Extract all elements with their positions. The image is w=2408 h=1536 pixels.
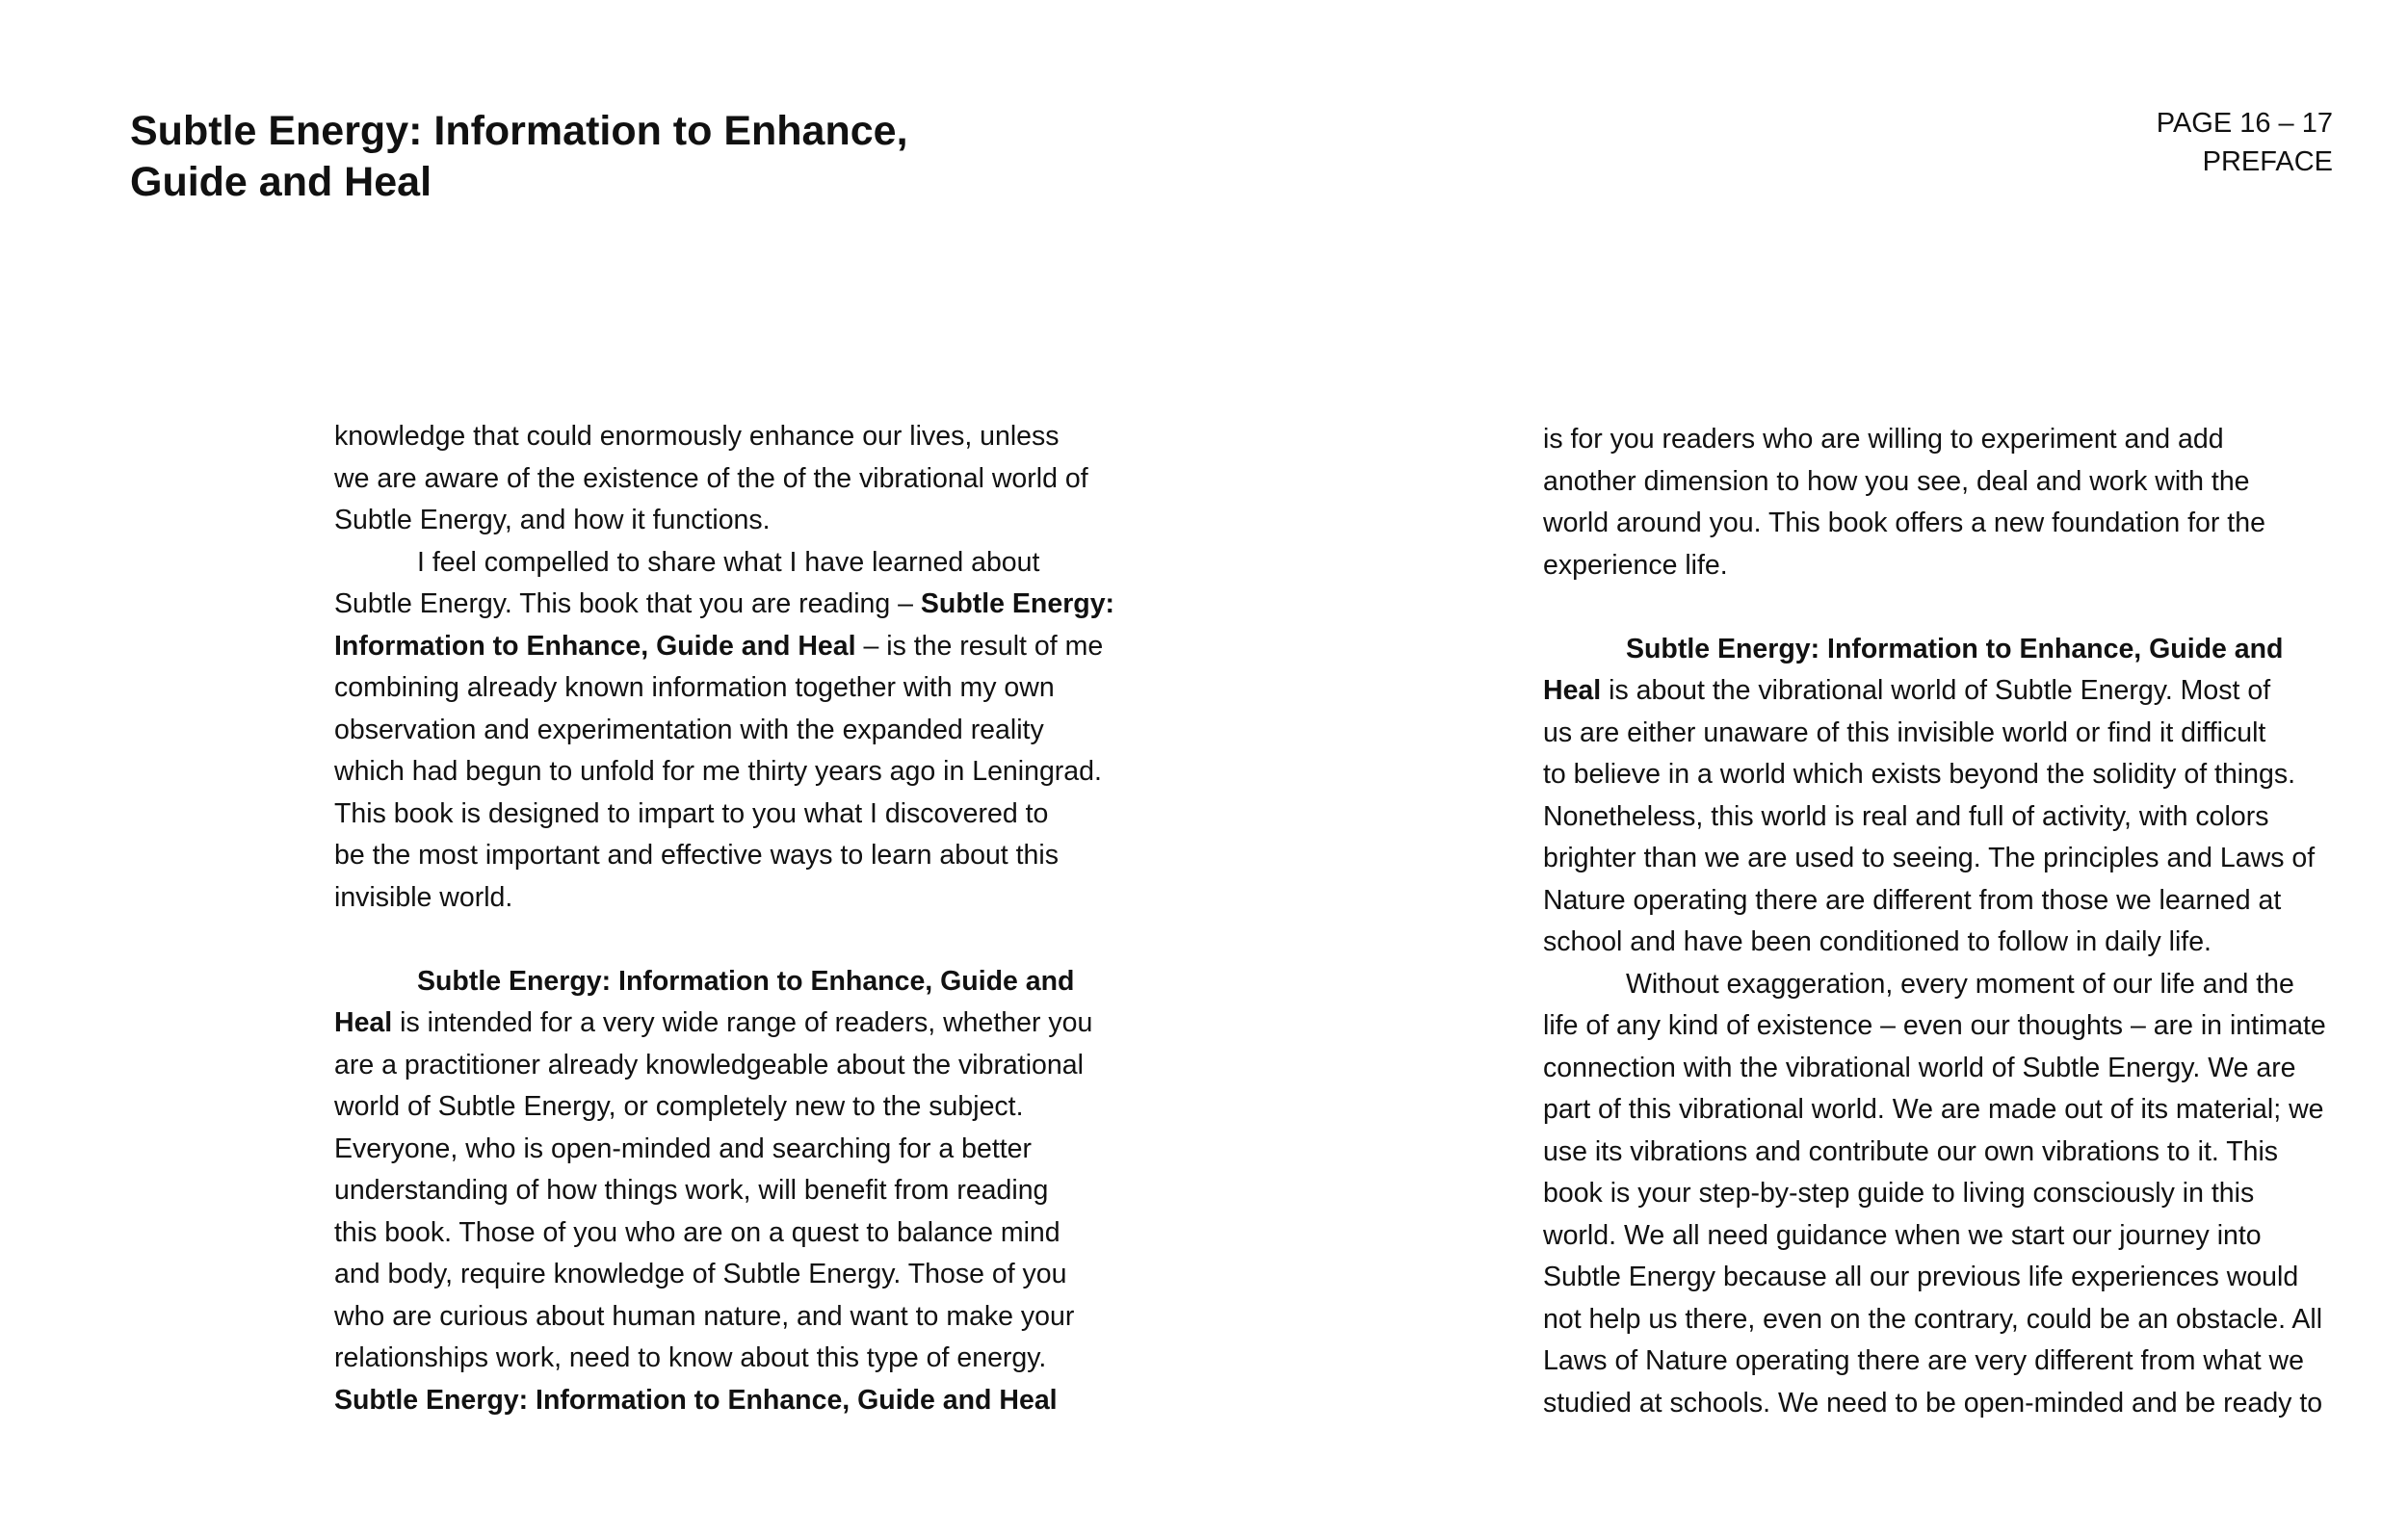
- page-info: [2157, 104, 2333, 181]
- text-line: [334, 1380, 1114, 1422]
- text-line: Nonetheless, this world is real and full of activity, with colors: [1543, 800, 2269, 832]
- text-line: world of Subtle Energy, or completely new to the subject.: [334, 1091, 1024, 1122]
- book-title-reference: Subtle Energy: Information to Enhance, Guide and: [1626, 633, 2284, 664]
- text-line: world around you. This book offers a new foundation for the: [1543, 508, 2265, 538]
- text-run: – is the result of me: [855, 630, 1104, 662]
- text-line: Without exaggeration, every moment of our life and the: [1626, 968, 2294, 1000]
- text-line: connection with the vibrational world of Subtle Energy. We are: [1543, 1052, 2296, 1083]
- book-title-reference: Heal: [334, 1007, 393, 1038]
- text-line: and body, require knowledge of Subtle Energy. Those of you: [334, 1259, 1067, 1289]
- title-line-2: Guide and Heal: [130, 159, 432, 205]
- text-line: another dimension to how you see, deal and work with the: [1543, 465, 2250, 497]
- text-line: brighter than we are used to seeing. The principles and Laws of: [1543, 843, 2316, 873]
- text-line: observation and experimentation with the expanded reality: [334, 714, 1044, 745]
- text-line: I feel compelled to share what I have learned about: [417, 546, 1040, 578]
- text-line: [1543, 629, 2326, 671]
- text-line: life of any kind of existence – even our thoughts – are in intimate: [1543, 1010, 2326, 1041]
- text-line: [1543, 670, 2326, 713]
- text-line: part of this vibrational world. We are made out of its material; we: [1543, 1094, 2324, 1125]
- book-title-reference: Subtle Energy: Information to Enhance, Guide and: [417, 965, 1075, 997]
- title-line-1: Subtle Energy: Information to Enhance,: [130, 108, 908, 154]
- text-line: to believe in a world which exists beyond the solidity of things.: [1543, 759, 2296, 790]
- book-title: [130, 106, 997, 208]
- paragraph-gap: [1543, 586, 2326, 629]
- text-run: Subtle Energy. This book that you are reading –: [334, 588, 921, 619]
- text-line: Everyone, who is open-minded and searching for a better: [334, 1132, 1033, 1164]
- book-title-reference: Subtle Energy:: [920, 588, 1115, 619]
- text-line: [334, 961, 1114, 1003]
- text-run: is intended for a very wide range of readers, whether you: [392, 1007, 1093, 1038]
- text-line: us are either unaware of this invisible world or find it difficult: [1543, 716, 2266, 748]
- text-line: we are aware of the existence of the of the vibrational world of: [334, 462, 1088, 494]
- text-line: experience life.: [1543, 549, 1728, 581]
- text-line: be the most important and effective ways to learn about this: [334, 840, 1059, 871]
- text-line: knowledge that could enormously enhance our lives, unless: [334, 421, 1060, 452]
- text-line: who are curious about human nature, and want to make your: [334, 1300, 1075, 1332]
- book-title-reference: Subtle Energy: Information to Enhance, Guide and Heal: [334, 1384, 1058, 1416]
- text-line: which had begun to unfold for me thirty years ago in Leningrad.: [334, 756, 1102, 787]
- paragraph-gap: [334, 919, 1114, 961]
- page-range: PAGE 16 – 17: [2156, 108, 2333, 139]
- text-line: book is your step-by-step guide to living consciously in this: [1543, 1178, 2255, 1209]
- text-line: are a practitioner already knowledgeable about the vibrational: [334, 1049, 1084, 1080]
- text-line: [334, 584, 1114, 626]
- text-line: combining already known information together with my own: [334, 672, 1055, 703]
- text-line: is for you readers who are willing to experiment and add: [1543, 424, 2224, 455]
- text-line: use its vibrations and contribute our own vibrations to it. This: [1543, 1135, 2279, 1167]
- text-line: This book is designed to impart to you what I discovered to: [334, 797, 1049, 829]
- text-line: Subtle Energy, and how it functions.: [334, 505, 771, 535]
- text-line: this book. Those of you who are on a quest to balance mind: [334, 1216, 1060, 1248]
- text-line: Laws of Nature operating there are very different from what we: [1543, 1345, 2304, 1376]
- section-label: PREFACE: [2202, 146, 2333, 177]
- text-line: school and have been conditioned to follow in daily life.: [1543, 926, 2212, 957]
- book-title-reference: Heal: [1543, 675, 1602, 706]
- text-line: [334, 1002, 1114, 1045]
- right-column: [1543, 419, 2326, 1424]
- text-line: relationships work, need to know about this type of energy.: [334, 1342, 1047, 1373]
- book-title-reference: Information to Enhance, Guide and Heal: [334, 630, 856, 662]
- text-line: understanding of how things work, will benefit from reading: [334, 1175, 1049, 1206]
- text-line: Subtle Energy because all our previous life experiences would: [1543, 1262, 2299, 1292]
- text-line: [334, 626, 1114, 668]
- text-line: invisible world.: [334, 881, 513, 913]
- text-line: not help us there, even on the contrary, could be an obstacle. All: [1543, 1303, 2323, 1335]
- text-line: world. We all need guidance when we start our journey into: [1543, 1219, 2262, 1251]
- left-column: [334, 416, 1114, 1421]
- text-line: Nature operating there are different from those we learned at: [1543, 884, 2282, 916]
- text-line: studied at schools. We need to be open-minded and be ready to: [1543, 1387, 2323, 1419]
- text-run: is about the vibrational world of Subtle Energy. Most of: [1601, 675, 2271, 706]
